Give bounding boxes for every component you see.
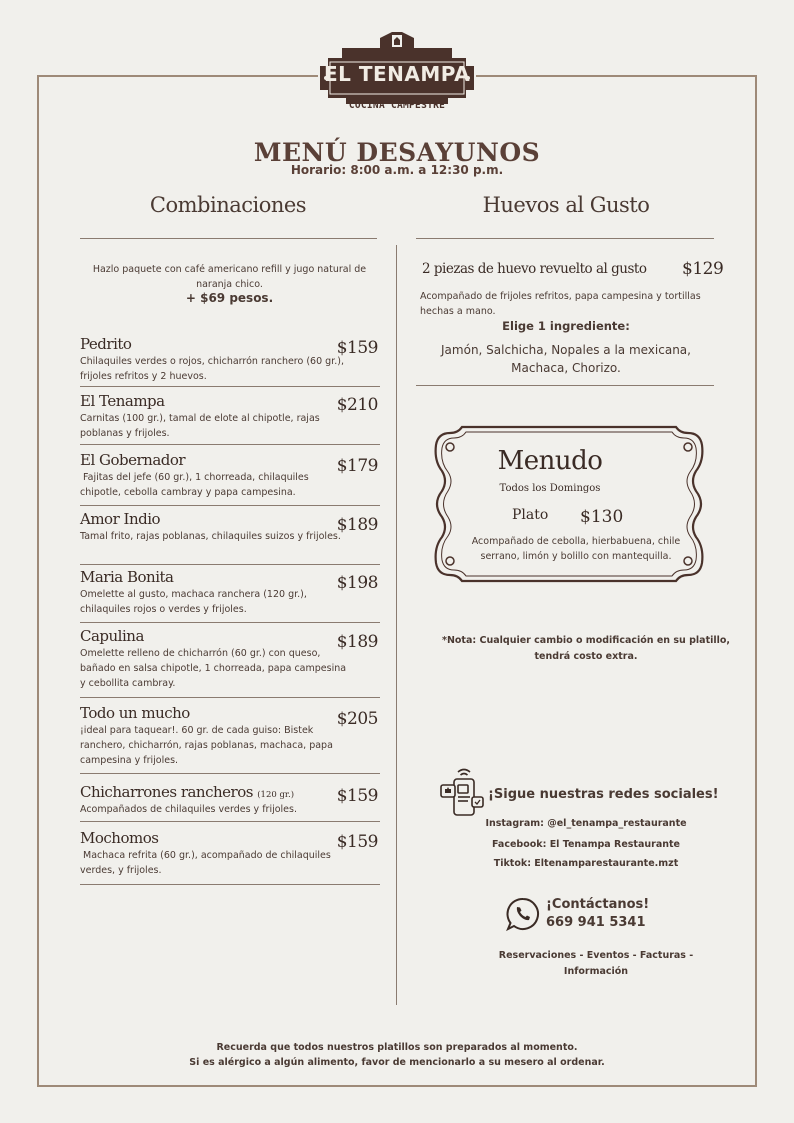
- combinaciones-rule: [80, 238, 377, 239]
- nota-text: *Nota: Cualquier cambio o modificación en su platillo, tendrá costo extra.: [441, 635, 731, 662]
- menu-item-maria-bonita: [80, 568, 380, 617]
- column-divider: [396, 245, 397, 1005]
- huevo-elige-label: Elige 1 ingrediente:: [502, 319, 630, 333]
- item-divider: [80, 444, 380, 445]
- huevo-item-price: $129: [682, 259, 724, 279]
- menu-item-el-tenampa: [80, 392, 380, 441]
- menudo-plato-price: $130: [580, 507, 624, 527]
- contact-services: Reservaciones - Eventos - Facturas - Información: [498, 950, 694, 977]
- menu-title: MENÚ DESAYUNOS: [253, 138, 541, 167]
- huevo-item-desc: Acompañado de frijoles refritos, papa campesina y tortillas hechas a mano.: [420, 291, 701, 317]
- huevo-item-name: 2 piezas de huevo revuelto al gusto: [422, 261, 647, 277]
- item-desc: Machaca refrita (60 gr.), acompañado de chilaquiles verdes, y frijoles.: [80, 850, 334, 876]
- item-price: $205: [336, 709, 378, 729]
- social-title: ¡Sigue nuestras redes sociales!: [488, 787, 719, 802]
- item-desc: Tamal frito, rajas poblanas, chilaquiles suizos y frijoles.: [80, 531, 341, 542]
- item-weight-note: (120 gr.): [257, 790, 295, 800]
- item-price: $198: [336, 573, 378, 593]
- item-divider: [80, 821, 380, 822]
- item-desc: Carnitas (100 gr.), tamal de elote al chipotle, rajas poblanas y frijoles.: [80, 413, 320, 439]
- paquete-text: Hazlo paquete con café americano refill y jugo natural de naranja chico.: [92, 264, 367, 290]
- item-desc: Omelette al gusto, machaca ranchera (120 gr.), chilaquiles rojos o verdes y frijoles.: [80, 589, 307, 615]
- item-desc: Fajitas del jefe (60 gr.), 1 chorreada, chilaquiles chipotle, cebolla cambray y papa campesina.: [80, 472, 312, 498]
- item-divider: [80, 622, 380, 623]
- item-divider: [80, 773, 380, 774]
- item-price: $210: [336, 395, 378, 415]
- footer-line-1: Recuerda que todos nuestros platillos son preparados al momento.: [216, 1042, 578, 1053]
- menudo-title: Menudo: [497, 446, 603, 476]
- item-name: El Gobernador: [80, 451, 186, 469]
- brand-subtitle: COCINA CAMPESTRE: [348, 100, 446, 111]
- item-name: Amor Indio: [80, 510, 161, 528]
- huevos-heading: Huevos al Gusto: [482, 193, 650, 217]
- item-name: Todo un mucho: [80, 704, 190, 722]
- menu-item-amor-indio: [80, 510, 380, 544]
- item-price: $159: [336, 338, 378, 358]
- item-name: Maria Bonita: [80, 568, 174, 586]
- item-price: $179: [336, 456, 378, 476]
- menu-item-pedrito: [80, 335, 380, 384]
- item-price: $189: [336, 632, 378, 652]
- item-divider: [80, 697, 380, 698]
- menudo-plato-label: Plato: [512, 507, 549, 523]
- menu-item-todo-un-mucho: [80, 704, 380, 768]
- menu-item-mochomos: [80, 829, 380, 878]
- item-name: Pedrito: [80, 335, 132, 353]
- footer-note: [0, 1040, 794, 1070]
- contact-phone[interactable]: 669 941 5341: [546, 915, 646, 930]
- social-facebook[interactable]: Facebook: El Tenampa Restaurante: [492, 839, 680, 850]
- item-divider: [80, 505, 380, 506]
- contact-title: ¡Contáctanos!: [546, 897, 650, 912]
- item-name: Mochomos: [80, 829, 159, 847]
- menudo-subtitle: Todos los Domingos: [499, 483, 601, 494]
- item-price: $159: [336, 832, 378, 852]
- huevo-ingredientes: Jamón, Salchicha, Nopales a la mexicana, Machaca, Chorizo.: [441, 343, 691, 375]
- social-media-phone-icon: [440, 767, 484, 817]
- social-instagram[interactable]: Instagram: @el_tenampa_restaurante: [485, 818, 687, 829]
- item-desc: Omelette relleno de chicharrón (60 gr.) con queso, bañado en salsa chipotle, 1 chorreada, papa campesina y cebollita cambray.: [80, 648, 347, 689]
- item-divider: [80, 884, 380, 885]
- item-name: El Tenampa: [80, 392, 165, 410]
- item-price: $189: [336, 515, 378, 535]
- paquete-price: + $69 pesos.: [185, 291, 274, 305]
- item-price: $159: [336, 786, 378, 806]
- huevos-rule: [416, 238, 714, 239]
- item-name-text: Chicharrones rancheros: [80, 783, 253, 801]
- footer-line-2: Si es alérgico a algún alimento, favor de mencionarlo a su mesero al ordenar.: [189, 1057, 605, 1068]
- brand-name: EL TENAMPA: [323, 62, 471, 86]
- social-tiktok[interactable]: Tiktok: Eltenamparestaurante.mzt: [493, 858, 679, 869]
- combinaciones-heading: Combinaciones: [149, 193, 307, 217]
- menudo-desc: Acompañado de cebolla, hierbabuena, chile serrano, limón y bolillo con mantequilla.: [471, 536, 681, 562]
- item-desc: Acompañados de chilaquiles verdes y frijoles.: [80, 804, 297, 815]
- item-divider: [80, 564, 380, 565]
- item-divider: [80, 386, 380, 387]
- menu-item-capulina: [80, 627, 380, 691]
- item-desc: ¡ideal para taquear!. 60 gr. de cada guiso: Bistek ranchero, chicharrón, rajas poblanas, machaca, papa campesina y frijoles.: [80, 725, 333, 766]
- menu-item-el-gobernador: [80, 451, 380, 500]
- brand-logo: [318, 28, 476, 144]
- item-desc: Chilaquiles verdes o rojos, chicharrón ranchero (60 gr.), frijoles refritos y 2 huevos.: [80, 356, 344, 382]
- item-name: [80, 783, 380, 801]
- item-name: Capulina: [80, 627, 144, 645]
- whatsapp-icon: [505, 896, 541, 932]
- menu-horario: Horario: 8:00 a.m. a 12:30 p.m.: [290, 163, 504, 177]
- menu-item-chicharrones-rancheros: [80, 783, 380, 817]
- huevos-bottom-rule: [416, 385, 714, 386]
